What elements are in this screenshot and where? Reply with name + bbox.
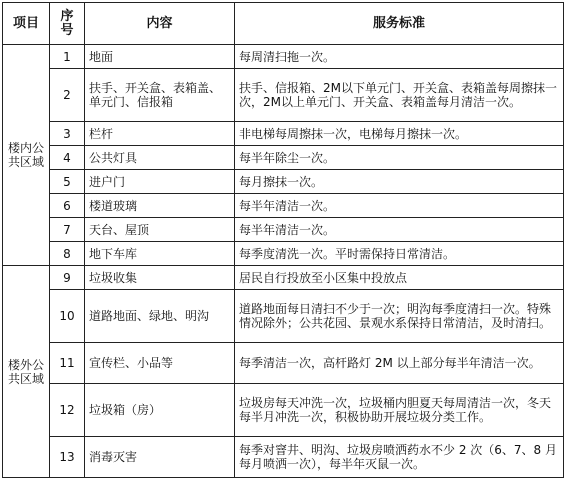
row-number: 7 xyxy=(50,218,85,242)
table-row xyxy=(3,290,564,343)
row-standard: 每季对窨井、明沟、垃圾房喷洒药水不少 2 次（6、7、8 月每月喷洒一次），每半年灭鼠一次。 xyxy=(235,437,564,478)
row-content: 进户门 xyxy=(85,170,235,194)
table-row xyxy=(3,146,564,170)
table-row xyxy=(3,343,564,384)
table-row xyxy=(3,69,564,122)
header-standard: 服务标准 xyxy=(235,3,564,45)
group-label: 楼内公共区域 xyxy=(3,45,50,266)
row-content: 宣传栏、小品等 xyxy=(85,343,235,384)
header-area: 项目 xyxy=(3,3,50,45)
row-number: 4 xyxy=(50,146,85,170)
row-number: 11 xyxy=(50,343,85,384)
row-standard: 每半年清洁一次。 xyxy=(235,218,564,242)
table-row xyxy=(3,218,564,242)
row-number: 6 xyxy=(50,194,85,218)
row-content: 地下车库 xyxy=(85,242,235,266)
row-number: 9 xyxy=(50,266,85,290)
row-standard: 每季清洁一次，高杆路灯 2M 以上部分每半年清洁一次。 xyxy=(235,343,564,384)
row-standard: 垃圾房每天冲洗一次，垃圾桶内胆夏天每周清洁一次，冬天每半月冲洗一次，积极协助开展垃圾分类工作。 xyxy=(235,384,564,437)
table-row xyxy=(3,266,564,290)
row-number: 1 xyxy=(50,45,85,69)
row-standard: 每半年清洁一次。 xyxy=(235,194,564,218)
row-number: 8 xyxy=(50,242,85,266)
row-standard: 每周清扫拖一次。 xyxy=(235,45,564,69)
row-content: 天台、屋顶 xyxy=(85,218,235,242)
row-standard: 每月擦抹一次。 xyxy=(235,170,564,194)
table-row xyxy=(3,122,564,146)
row-standard: 每季度清洗一次。平时需保持日常清洁。 xyxy=(235,242,564,266)
row-number: 12 xyxy=(50,384,85,437)
row-number: 3 xyxy=(50,122,85,146)
table-row xyxy=(3,437,564,478)
header-row xyxy=(3,3,564,45)
row-content: 道路地面、绿地、明沟 xyxy=(85,290,235,343)
table-row xyxy=(3,194,564,218)
row-content: 垃圾收集 xyxy=(85,266,235,290)
header-content: 内容 xyxy=(85,3,235,45)
table-row xyxy=(3,384,564,437)
row-number: 5 xyxy=(50,170,85,194)
table-row xyxy=(3,170,564,194)
row-standard: 居民自行投放至小区集中投放点 xyxy=(235,266,564,290)
row-standard: 道路地面每日清扫不少于一次；明沟每季度清扫一次。特殊情况除外；公共花园、景观水系保持日常清洁，及时清扫。 xyxy=(235,290,564,343)
row-number: 2 xyxy=(50,69,85,122)
row-number: 13 xyxy=(50,437,85,478)
row-content: 栏杆 xyxy=(85,122,235,146)
row-content: 消毒灭害 xyxy=(85,437,235,478)
row-number: 10 xyxy=(50,290,85,343)
row-content: 扶手、开关盒、表箱盖、单元门、信报箱 xyxy=(85,69,235,122)
row-content: 垃圾箱（房） xyxy=(85,384,235,437)
row-content: 公共灯具 xyxy=(85,146,235,170)
row-content: 地面 xyxy=(85,45,235,69)
row-standard: 扶手、信报箱、2M以下单元门、开关盒、表箱盖每周擦抹一次，2M以上单元门、开关盒、表箱盖每月清洁一次。 xyxy=(235,69,564,122)
row-standard: 每半年除尘一次。 xyxy=(235,146,564,170)
row-standard: 非电梯每周擦抹一次，电梯每月擦抹一次。 xyxy=(235,122,564,146)
table-row xyxy=(3,45,564,69)
group-label: 楼外公共区域 xyxy=(3,266,50,478)
row-content: 楼道玻璃 xyxy=(85,194,235,218)
header-no: 序号 xyxy=(50,3,85,45)
service-standard-table xyxy=(2,2,564,478)
table-row xyxy=(3,242,564,266)
